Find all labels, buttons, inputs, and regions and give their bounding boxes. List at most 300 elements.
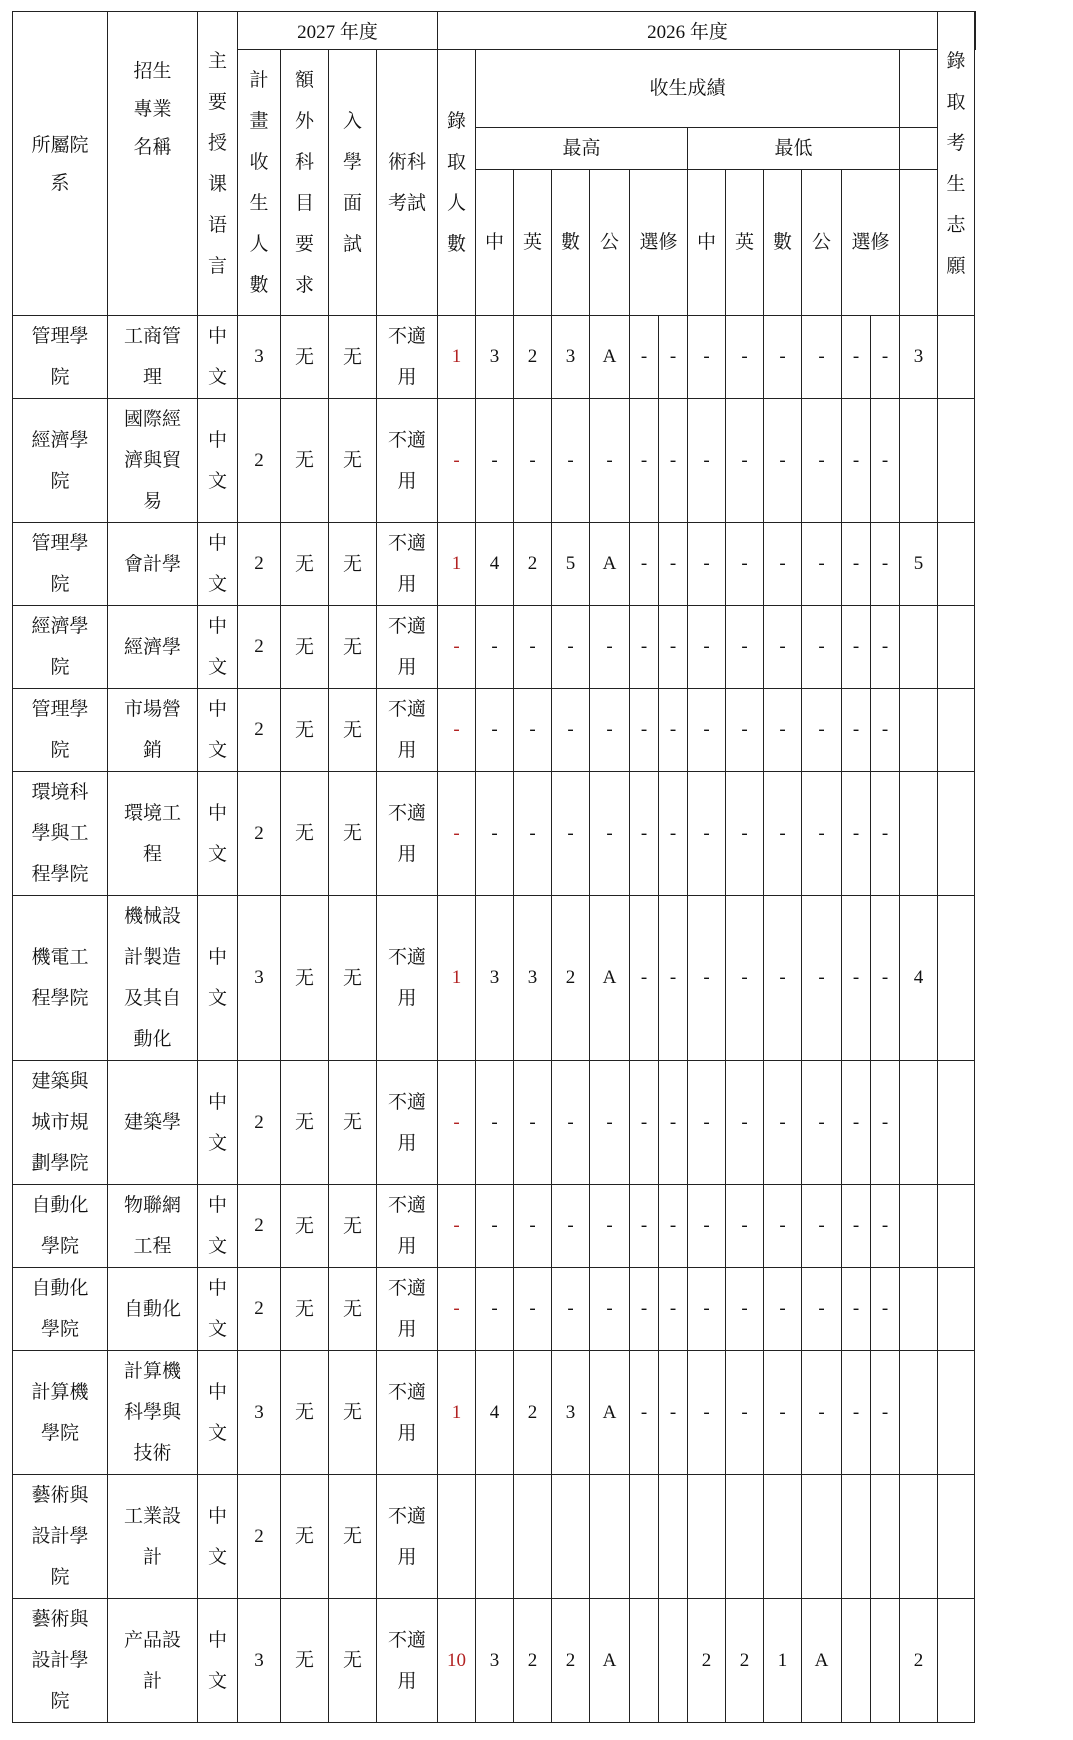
cell-low-score: - (842, 1351, 871, 1475)
cell-major: 市場營 銷 (108, 689, 198, 772)
cell-low-score: - (726, 1268, 764, 1351)
cell-high-score: - (552, 1268, 590, 1351)
cell-low-score: - (726, 1185, 764, 1268)
cell-admitted (438, 1475, 476, 1599)
cell-wish: 4 (900, 896, 938, 1061)
extra-col-cell (900, 128, 938, 170)
cell-high-score: A (590, 316, 630, 399)
cell-high-score: 3 (476, 316, 514, 399)
cell-admitted: - (438, 1061, 476, 1185)
cell-low-score: - (688, 1351, 726, 1475)
cell-art: 不適 用 (377, 1475, 438, 1599)
cell-low-score: - (871, 896, 900, 1061)
cell-wish (900, 1475, 938, 1599)
cell-high-score: - (590, 399, 630, 523)
cell-interview: 无 (329, 1185, 377, 1268)
cell-low-score: - (802, 399, 842, 523)
cell-low-score: - (871, 1185, 900, 1268)
table-row (13, 1268, 976, 1351)
cell-wish (900, 1268, 938, 1351)
header-highest: 最高 (476, 128, 688, 170)
cell-low-score: - (764, 1351, 802, 1475)
cell-high-score (630, 1475, 659, 1599)
cell-art: 不適 用 (377, 689, 438, 772)
cell-high-score: - (630, 689, 659, 772)
cell-interview: 无 (329, 399, 377, 523)
cell-high-score: - (630, 1061, 659, 1185)
cell-major: 工商管 理 (108, 316, 198, 399)
header-year-2026: 2026 年度 (438, 12, 938, 50)
cell-low-score: - (688, 1185, 726, 1268)
cell-high-score: - (552, 1185, 590, 1268)
cell-high-score: - (552, 1061, 590, 1185)
cell-high-score: - (659, 523, 688, 606)
cell-wish (900, 606, 938, 689)
cell-interview: 无 (329, 689, 377, 772)
cell-low-score: - (764, 1185, 802, 1268)
cell-high-score: - (476, 689, 514, 772)
cell-low-score: - (726, 399, 764, 523)
cell-wish (900, 689, 938, 772)
cell-low-score: - (802, 316, 842, 399)
cell-high-score: 2 (552, 1599, 590, 1723)
cell-art: 不適 用 (377, 772, 438, 896)
cell-low-score (726, 1475, 764, 1599)
cell-dept: 藝術與 設計學 院 (13, 1599, 108, 1723)
cell-low-score: A (802, 1599, 842, 1723)
cell-lang: 中 文 (198, 896, 238, 1061)
cell-art: 不適 用 (377, 896, 438, 1061)
table-row (13, 523, 976, 606)
cell-plan: 3 (238, 1351, 281, 1475)
cell-extra: 无 (281, 1351, 329, 1475)
table-row (13, 316, 976, 399)
cell-low-score: - (871, 606, 900, 689)
cell-interview: 无 (329, 1351, 377, 1475)
header-wish: 錄 取 考 生 志 願 (938, 12, 975, 316)
cell-high-score (590, 1475, 630, 1599)
cell-low-score: - (802, 689, 842, 772)
cell-low-score: - (871, 1268, 900, 1351)
cell-high-score: - (590, 689, 630, 772)
cell-admitted: 10 (438, 1599, 476, 1723)
header-subject-high: 數 (552, 170, 590, 316)
cell-wish: 3 (900, 316, 938, 399)
table-row (13, 1351, 976, 1475)
cell-major: 經濟學 (108, 606, 198, 689)
cell-high-score: - (514, 689, 552, 772)
cell-low-score (802, 1475, 842, 1599)
table-row (13, 1475, 976, 1599)
cell-extra: 无 (281, 523, 329, 606)
header-extra: 額 外 科 目 要 求 (281, 50, 329, 316)
cell-lang: 中 文 (198, 399, 238, 523)
extra-col-cell (938, 1061, 975, 1185)
cell-admitted: - (438, 399, 476, 523)
cell-high-score (659, 1599, 688, 1723)
cell-low-score (842, 1475, 871, 1599)
cell-art: 不適 用 (377, 1185, 438, 1268)
cell-high-score: - (514, 1061, 552, 1185)
cell-high-score: - (659, 606, 688, 689)
cell-low-score: - (764, 606, 802, 689)
cell-high-score: - (552, 689, 590, 772)
cell-wish (900, 1061, 938, 1185)
cell-low-score: - (764, 316, 802, 399)
cell-interview: 无 (329, 1268, 377, 1351)
cell-high-score: A (590, 523, 630, 606)
cell-lang: 中 文 (198, 1351, 238, 1475)
cell-dept: 機電工 程學院 (13, 896, 108, 1061)
cell-high-score: - (630, 1268, 659, 1351)
cell-wish: 2 (900, 1599, 938, 1723)
cell-low-score: - (688, 689, 726, 772)
extra-col-cell (938, 1351, 975, 1475)
header-subject-low: 中 (688, 170, 726, 316)
table-row (13, 1599, 976, 1723)
cell-plan: 3 (238, 896, 281, 1061)
cell-admitted: 1 (438, 896, 476, 1061)
cell-low-score: - (871, 316, 900, 399)
cell-low-score (688, 1475, 726, 1599)
cell-low-score: - (688, 772, 726, 896)
cell-lang: 中 文 (198, 1185, 238, 1268)
cell-low-score: - (871, 772, 900, 896)
cell-admitted: 1 (438, 1351, 476, 1475)
cell-high-score: 3 (514, 896, 552, 1061)
cell-high-score: - (659, 896, 688, 1061)
cell-low-score: - (802, 606, 842, 689)
cell-low-score (764, 1475, 802, 1599)
header-art: 術科考試 (377, 50, 438, 316)
cell-low-score: - (871, 523, 900, 606)
table-row (13, 896, 976, 1061)
table-row (13, 689, 976, 772)
cell-low-score: - (802, 896, 842, 1061)
cell-plan: 3 (238, 316, 281, 399)
extra-col-cell (938, 1185, 975, 1268)
cell-low-score: - (842, 1185, 871, 1268)
cell-high-score: - (476, 1268, 514, 1351)
cell-low-score: - (726, 316, 764, 399)
header-scores: 收生成績 (476, 50, 900, 128)
cell-lang: 中 文 (198, 1268, 238, 1351)
table-row (13, 606, 976, 689)
cell-low-score: - (802, 772, 842, 896)
cell-low-score: - (871, 689, 900, 772)
cell-high-score: 4 (476, 1351, 514, 1475)
cell-high-score: - (659, 1185, 688, 1268)
cell-low-score: - (688, 316, 726, 399)
cell-dept: 環境科 學與工 程學院 (13, 772, 108, 896)
cell-low-score: 2 (688, 1599, 726, 1723)
cell-low-score: - (726, 689, 764, 772)
cell-extra: 无 (281, 606, 329, 689)
extra-col-cell (938, 1268, 975, 1351)
cell-art: 不適 用 (377, 316, 438, 399)
cell-interview: 无 (329, 1475, 377, 1599)
cell-admitted: 1 (438, 523, 476, 606)
cell-low-score: - (726, 523, 764, 606)
cell-low-score: - (688, 399, 726, 523)
cell-dept: 管理學 院 (13, 316, 108, 399)
cell-wish (900, 772, 938, 896)
cell-high-score: - (659, 1268, 688, 1351)
header-lowest: 最低 (688, 128, 900, 170)
header-plan: 計 畫 收 生 人 數 (238, 50, 281, 316)
cell-extra: 无 (281, 1475, 329, 1599)
cell-lang: 中 文 (198, 772, 238, 896)
cell-lang: 中 文 (198, 1599, 238, 1723)
cell-dept: 建築與 城市規 劃學院 (13, 1061, 108, 1185)
cell-low-score: - (842, 1061, 871, 1185)
cell-major: 自動化 (108, 1268, 198, 1351)
cell-high-score: - (659, 689, 688, 772)
cell-high-score: - (659, 772, 688, 896)
cell-wish (900, 1185, 938, 1268)
cell-plan: 2 (238, 1061, 281, 1185)
cell-low-score: - (688, 523, 726, 606)
cell-high-score: - (476, 399, 514, 523)
cell-major: 機械設 計製造 及其自 動化 (108, 896, 198, 1061)
cell-wish: 5 (900, 523, 938, 606)
cell-high-score: - (630, 1185, 659, 1268)
cell-lang: 中 文 (198, 523, 238, 606)
cell-high-score: A (590, 896, 630, 1061)
header-subject-high: 中 (476, 170, 514, 316)
cell-low-score: - (842, 399, 871, 523)
extra-col-cell (938, 896, 975, 1061)
cell-major: 國際經 濟與貿 易 (108, 399, 198, 523)
cell-high-score: - (630, 772, 659, 896)
cell-major: 产品設 計 (108, 1599, 198, 1723)
cell-wish (900, 1351, 938, 1475)
cell-low-score: - (726, 606, 764, 689)
cell-high-score: A (590, 1599, 630, 1723)
cell-high-score: - (630, 523, 659, 606)
cell-high-score: - (514, 1185, 552, 1268)
cell-dept: 自動化 學院 (13, 1185, 108, 1268)
cell-high-score (630, 1599, 659, 1723)
cell-plan: 2 (238, 689, 281, 772)
cell-dept: 管理學 院 (13, 689, 108, 772)
cell-low-score: - (688, 1061, 726, 1185)
cell-high-score: - (476, 1061, 514, 1185)
cell-high-score: - (659, 1351, 688, 1475)
cell-high-score: - (514, 772, 552, 896)
cell-art: 不適 用 (377, 1599, 438, 1723)
extra-col-cell (900, 170, 938, 316)
cell-low-score: - (842, 316, 871, 399)
table-row (13, 399, 976, 523)
table-row (13, 1185, 976, 1268)
cell-major: 建築學 (108, 1061, 198, 1185)
cell-plan: 2 (238, 772, 281, 896)
cell-low-score: - (688, 896, 726, 1061)
extra-col-cell (938, 772, 975, 896)
cell-high-score (514, 1475, 552, 1599)
header-subject-high: 公 (590, 170, 630, 316)
cell-high-score: - (659, 316, 688, 399)
cell-extra: 无 (281, 399, 329, 523)
cell-extra: 无 (281, 896, 329, 1061)
header-major: 招生專業名稱 (108, 12, 198, 316)
cell-dept: 管理學 院 (13, 523, 108, 606)
cell-high-score: - (514, 1268, 552, 1351)
header-subject-low: 數 (764, 170, 802, 316)
cell-high-score: - (476, 606, 514, 689)
header-subject-low: 公 (802, 170, 842, 316)
cell-dept: 自動化 學院 (13, 1268, 108, 1351)
cell-admitted: 1 (438, 316, 476, 399)
cell-low-score: - (726, 772, 764, 896)
cell-major: 計算機 科學與 技術 (108, 1351, 198, 1475)
cell-low-score (871, 1599, 900, 1723)
cell-plan: 2 (238, 606, 281, 689)
cell-plan: 2 (238, 1268, 281, 1351)
cell-dept: 經濟學 院 (13, 606, 108, 689)
cell-high-score: - (476, 772, 514, 896)
extra-col-cell (938, 316, 975, 399)
cell-extra: 无 (281, 1599, 329, 1723)
cell-admitted: - (438, 772, 476, 896)
header-year-2027: 2027 年度 (238, 12, 438, 50)
cell-high-score: - (630, 606, 659, 689)
cell-art: 不適 用 (377, 606, 438, 689)
cell-admitted: - (438, 1185, 476, 1268)
cell-low-score: - (802, 1185, 842, 1268)
cell-low-score: - (871, 399, 900, 523)
cell-high-score (659, 1475, 688, 1599)
cell-high-score: - (514, 399, 552, 523)
cell-low-score (842, 1599, 871, 1723)
cell-low-score: - (802, 1061, 842, 1185)
cell-lang: 中 文 (198, 1061, 238, 1185)
cell-art: 不適 用 (377, 1061, 438, 1185)
cell-low-score: - (871, 1351, 900, 1475)
cell-low-score: 2 (726, 1599, 764, 1723)
cell-extra: 无 (281, 689, 329, 772)
cell-major: 工業設 計 (108, 1475, 198, 1599)
cell-low-score: - (802, 523, 842, 606)
cell-lang: 中 文 (198, 689, 238, 772)
cell-high-score (476, 1475, 514, 1599)
cell-high-score: - (630, 1351, 659, 1475)
cell-high-score (552, 1475, 590, 1599)
header-subject-high: 英 (514, 170, 552, 316)
header-interview: 入 學 面 試 (329, 50, 377, 316)
cell-low-score: - (764, 1061, 802, 1185)
extra-col-cell (900, 50, 938, 128)
cell-dept: 計算機 學院 (13, 1351, 108, 1475)
cell-low-score: - (764, 1268, 802, 1351)
cell-dept: 藝術與 設計學 院 (13, 1475, 108, 1599)
cell-high-score: - (590, 1268, 630, 1351)
cell-low-score: - (802, 1351, 842, 1475)
cell-plan: 2 (238, 1185, 281, 1268)
cell-admitted: - (438, 1268, 476, 1351)
cell-low-score: - (764, 399, 802, 523)
cell-low-score: - (764, 689, 802, 772)
cell-low-score: - (842, 689, 871, 772)
cell-lang: 中 文 (198, 316, 238, 399)
cell-low-score: - (871, 1061, 900, 1185)
extra-col-cell (938, 606, 975, 689)
cell-interview: 无 (329, 772, 377, 896)
cell-extra: 无 (281, 1061, 329, 1185)
header-subject-low: 英 (726, 170, 764, 316)
cell-extra: 无 (281, 1185, 329, 1268)
cell-admitted: - (438, 606, 476, 689)
table-row (13, 1061, 976, 1185)
cell-interview: 无 (329, 606, 377, 689)
cell-interview: 无 (329, 1061, 377, 1185)
cell-high-score: - (630, 399, 659, 523)
cell-art: 不適 用 (377, 523, 438, 606)
cell-low-score: - (802, 1268, 842, 1351)
cell-interview: 无 (329, 896, 377, 1061)
extra-col-cell (975, 12, 976, 50)
table-row (13, 772, 976, 896)
cell-high-score: 2 (514, 1599, 552, 1723)
cell-high-score: 3 (552, 316, 590, 399)
cell-high-score: 3 (476, 896, 514, 1061)
cell-wish (900, 399, 938, 523)
cell-plan: 2 (238, 1475, 281, 1599)
header-dept: 所屬院系 (13, 12, 108, 316)
cell-low-score: - (842, 772, 871, 896)
cell-high-score: - (590, 1061, 630, 1185)
cell-art: 不適 用 (377, 1351, 438, 1475)
cell-high-score: - (630, 896, 659, 1061)
cell-low-score: - (726, 896, 764, 1061)
cell-low-score: - (688, 606, 726, 689)
cell-high-score: - (552, 606, 590, 689)
cell-extra: 无 (281, 772, 329, 896)
extra-col-cell (938, 399, 975, 523)
cell-low-score: 1 (764, 1599, 802, 1723)
cell-major: 會計學 (108, 523, 198, 606)
cell-high-score: - (659, 399, 688, 523)
extra-col-cell (938, 689, 975, 772)
cell-high-score: 2 (552, 896, 590, 1061)
header-lang: 主 要 授 课 语 言 (198, 12, 238, 316)
cell-high-score: - (590, 1185, 630, 1268)
cell-low-score: - (842, 896, 871, 1061)
cell-plan: 2 (238, 399, 281, 523)
cell-low-score: - (842, 1268, 871, 1351)
cell-plan: 3 (238, 1599, 281, 1723)
cell-extra: 无 (281, 1268, 329, 1351)
cell-high-score: 2 (514, 523, 552, 606)
cell-high-score: 4 (476, 523, 514, 606)
cell-low-score: - (688, 1268, 726, 1351)
cell-high-score: 3 (552, 1351, 590, 1475)
cell-low-score: - (842, 523, 871, 606)
cell-art: 不適 用 (377, 1268, 438, 1351)
cell-interview: 无 (329, 316, 377, 399)
admission-table (12, 11, 976, 1723)
cell-low-score: - (726, 1061, 764, 1185)
cell-high-score: 2 (514, 316, 552, 399)
cell-admitted: - (438, 689, 476, 772)
extra-col-cell (938, 523, 975, 606)
cell-low-score: - (764, 772, 802, 896)
cell-high-score: 3 (476, 1599, 514, 1723)
cell-extra: 无 (281, 316, 329, 399)
cell-high-score: - (590, 606, 630, 689)
cell-high-score: A (590, 1351, 630, 1475)
